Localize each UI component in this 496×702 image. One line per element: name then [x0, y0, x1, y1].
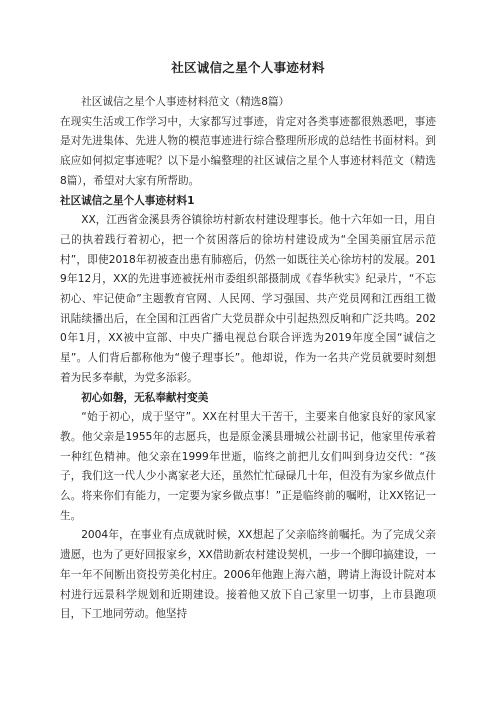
section-heading: 社区诚信之星个人事迹材料1 — [60, 194, 195, 207]
intro-line: 社区诚信之星个人事迹材料范文（精选8篇） — [81, 96, 290, 108]
subheading: 初心如磐，无私奉献村变美 — [81, 391, 209, 404]
body-paragraph-3: 2004年，在事业有点成就时候，XX想起了父亲临终前嘱托。为了完成父亲遗愿，也为了更好回报家乡，XX借助新农村建设契机，一步一个脚印搞建设，一年一年不间断出资投劳美化村庄。2006年他跑上海六趟，聘请上海设计院对本村进行远景科学规划和近期建设。接着他又放下自己家里一切事，上市县跑项目，下工地同劳动。他坚持 — [60, 529, 436, 621]
document-page — [60, 58, 436, 625]
body-paragraph-2: “始于初心，成于坚守”。XX在村里大干苦干，主要来自他家良好的家风家教。他父亲是1955年的志愿兵，也是原金溪县珊城公社副书记，他家里传承着一种红色精神。他父亲在1999年世逝，临终之前把儿女们叫到身边交代：“孩子，我们这一代人少小离家老大还，虽然忙忙碌碌几十年，但没有为家乡做点什么。将来你们有能力，一定要为家乡做点事！”正是临终前的嘱咐，让XX铭记一生。 — [60, 411, 436, 522]
body-paragraph-1: XX，江西省金溪县秀谷镇徐坊村新农村建设理事长。他十六年如一日，用自己的执着践行着初心，把一个贫困落后的徐坊村建设成为“全国美丽宜居示范村”，即使2018年初被查出患有肺癌后，仍然一如既往关心徐坊村的发展。2019年12月，XX的先进事迹被抚州市委组织部摄制成《春华秋实》纪录片，“不忘初心、牢记使命”主题教育官网、人民网、学习强国、共产党员网和江西组工微讯陆续播出后，在全国和江西省广大党员群众中引起热烈反响和广泛共鸣。2020年1月，XX被中宣部、中央广播电视总台联合评选为2019年度全国“诚信之星”。人们背后都称他为“傻子理事长”。他却说，作为一名共产党员就要时刻想着为民多奉献，为党多添彩。 — [60, 214, 436, 384]
intro-body: 在现实生活或工作学习中，大家都写过事迹，肯定对各类事迹都很熟悉吧，事迹是对先进集体、先进人物的模范事迹进行综合整理所形成的总结性书面材料。到底应如何拟定事迹呢？以下是小编整理的社区诚信之星个人事迹材料范文（精选8篇），希望对大家有所帮助。 — [60, 115, 436, 187]
document-title: 社区诚信之星个人事迹材料 — [171, 60, 325, 75]
